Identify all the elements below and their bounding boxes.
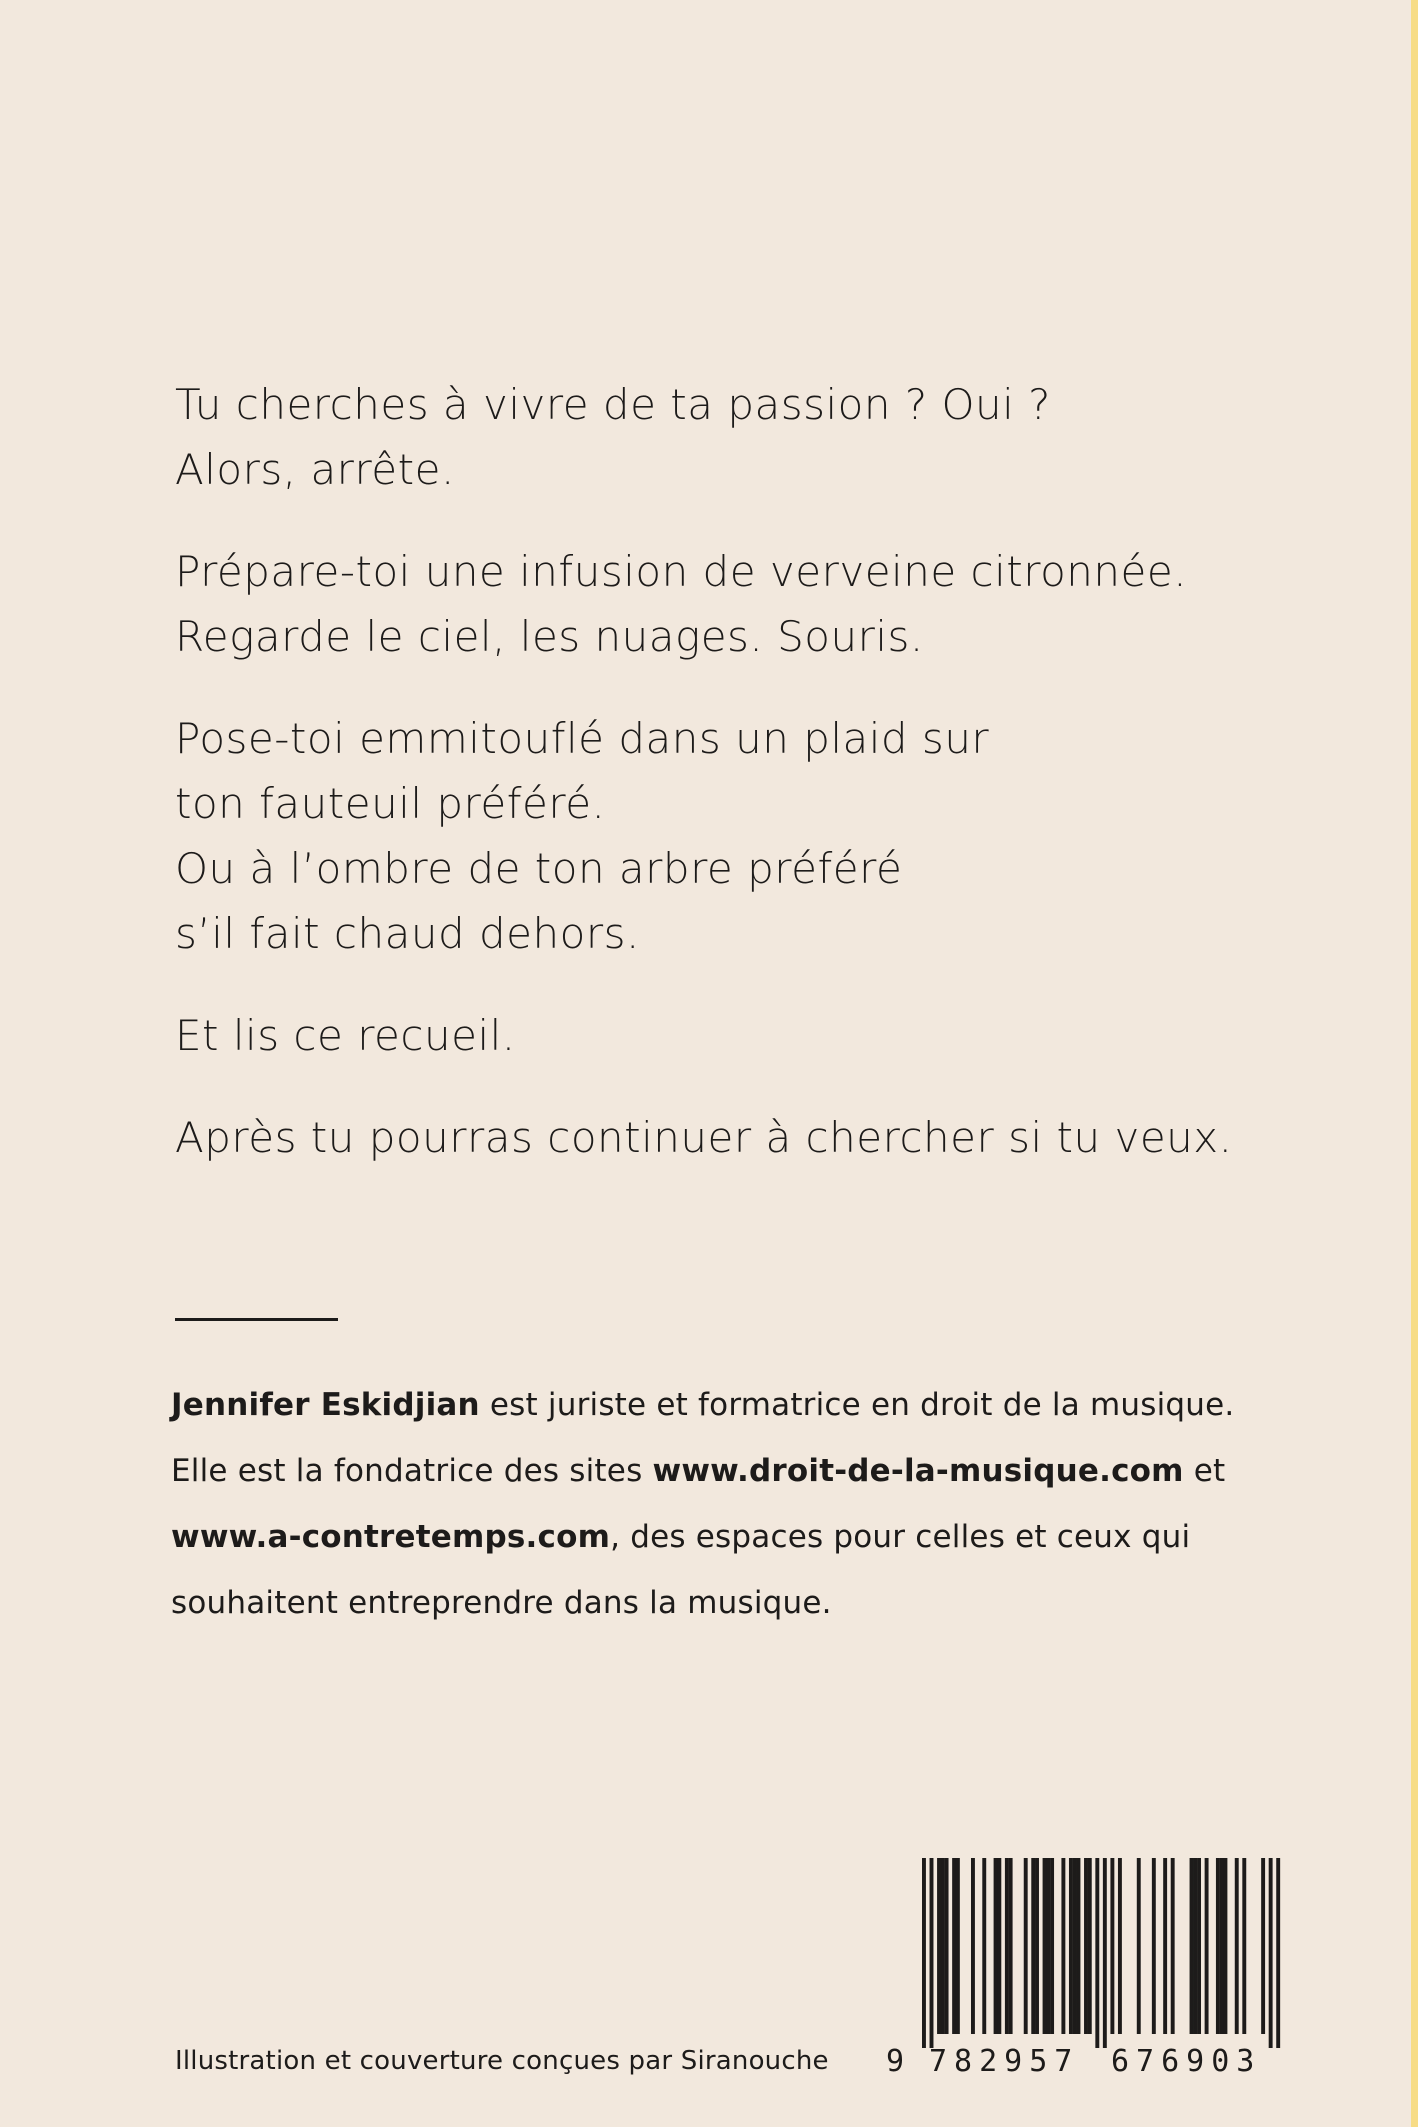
spine-color-strip: [1411, 0, 1418, 2127]
barcode-bar: [1061, 1858, 1065, 2034]
blurb-line: Prépare-toi une infusion de verveine citronnée.: [175, 547, 1188, 596]
barcode-guard-bar: [922, 1858, 926, 2048]
barcode-bar: [1190, 1858, 1194, 2034]
barcode-bar: [1242, 1858, 1246, 2034]
barcode-bar: [1084, 1858, 1088, 2034]
website-link-a-contretemps[interactable]: www.a-contretemps.com: [171, 1519, 611, 1555]
blurb-line: Pose-toi emmitouflé dans un plaid sur: [175, 714, 990, 763]
barcode-bar: [941, 1858, 945, 2034]
barcode-bar: [1216, 1858, 1220, 2034]
barcode-bar: [1088, 1858, 1092, 2034]
barcode-bar: [1163, 1858, 1167, 2034]
isbn-first-digit: 9: [886, 2044, 905, 2079]
bio-text: et: [1183, 1453, 1226, 1489]
author-name: Jennifer Eskidjian: [171, 1387, 480, 1423]
barcode-guard-bar: [1095, 1858, 1099, 2048]
barcode-guard-bar: [1269, 1858, 1273, 2048]
bio-line-1: [171, 1372, 1321, 1438]
barcode-bar: [937, 1858, 941, 2034]
section-divider: [175, 1318, 338, 1321]
blurb-paragraph-2: [175, 539, 1295, 669]
isbn-left-group: 782957: [929, 2044, 1080, 2079]
barcode-bar: [952, 1858, 956, 2034]
isbn-digits: [886, 2044, 1286, 2080]
barcode-bar: [1118, 1858, 1122, 2034]
barcode-bar: [1035, 1858, 1039, 2034]
back-cover-blurb: [175, 372, 1295, 1207]
barcode-bar: [971, 1858, 975, 2034]
bio-line-2: [171, 1438, 1321, 1504]
blurb-line: s’il fait chaud dehors.: [175, 909, 640, 958]
bio-text: , des espaces pour celles et ceux qui: [610, 1519, 1191, 1555]
blurb-line: Après tu pourras continuer à chercher si tu veux.: [175, 1113, 1233, 1162]
barcode-bar: [1009, 1858, 1013, 2034]
blurb-line: Alors, arrête.: [175, 445, 455, 494]
barcode-bar: [1069, 1858, 1073, 2034]
blurb-line: Regarde le ciel, les nuages. Souris.: [175, 612, 924, 661]
barcode-bar: [1235, 1858, 1239, 2034]
bio-text: Elle est la fondatrice des sites: [171, 1453, 653, 1489]
blurb-paragraph-3: [175, 706, 1295, 966]
blurb-paragraph-1: [175, 372, 1295, 502]
barcode-bar: [982, 1858, 986, 2034]
illustration-credit: Illustration et couverture conçues par Siranouche: [175, 2046, 829, 2076]
barcode-bar: [1220, 1858, 1224, 2034]
barcode-bar: [945, 1858, 949, 2034]
bio-text: est juriste et formatrice en droit de la musique.: [479, 1387, 1235, 1423]
isbn-right-group: 676903: [1111, 2044, 1262, 2079]
barcode-bar: [956, 1858, 960, 2034]
blurb-line: Tu cherches à vivre de ta passion ? Oui ?: [175, 380, 1051, 429]
barcode-bar: [1193, 1858, 1197, 2034]
blurb-line: ton fauteuil préféré.: [175, 779, 606, 828]
barcode-bar: [1050, 1858, 1054, 2034]
barcode-bar: [1046, 1858, 1050, 2034]
blurb-line: Ou à l’ombre de ton arbre préféré: [175, 844, 903, 893]
barcode-bar: [994, 1858, 998, 2034]
barcode-bar: [1137, 1858, 1141, 2034]
barcode-bar: [1197, 1858, 1201, 2034]
website-link-droit-de-la-musique[interactable]: www.droit-de-la-musique.com: [652, 1453, 1184, 1489]
blurb-line: Et lis ce recueil.: [175, 1011, 516, 1060]
barcode-bar: [1223, 1858, 1227, 2034]
barcode-bar: [1005, 1858, 1009, 2034]
barcode-bar: [1077, 1858, 1081, 2034]
bio-line-3: [171, 1504, 1321, 1570]
barcode-bar: [1152, 1858, 1156, 2034]
barcode-guard-bar: [1276, 1858, 1280, 2048]
barcode-bars: [886, 1858, 1286, 2048]
isbn-barcode: [886, 1858, 1286, 2080]
author-bio: [171, 1372, 1321, 1636]
barcode-guard-bar: [930, 1858, 934, 2048]
barcode-bar: [1073, 1858, 1077, 2034]
blurb-paragraph-5: [175, 1105, 1295, 1170]
bio-line-4: souhaitent entreprendre dans la musique.: [171, 1585, 832, 1621]
barcode-bar: [1024, 1858, 1028, 2034]
barcode-bar: [1171, 1858, 1175, 2034]
barcode-bar: [1261, 1858, 1265, 2034]
barcode-bar: [997, 1858, 1001, 2034]
barcode-bar: [1043, 1858, 1047, 2034]
barcode-bar: [1031, 1858, 1035, 2034]
barcode-bar: [1205, 1858, 1209, 2034]
barcode-guard-bar: [1103, 1858, 1107, 2048]
blurb-paragraph-4: [175, 1003, 1295, 1068]
barcode-bar: [1110, 1858, 1114, 2034]
